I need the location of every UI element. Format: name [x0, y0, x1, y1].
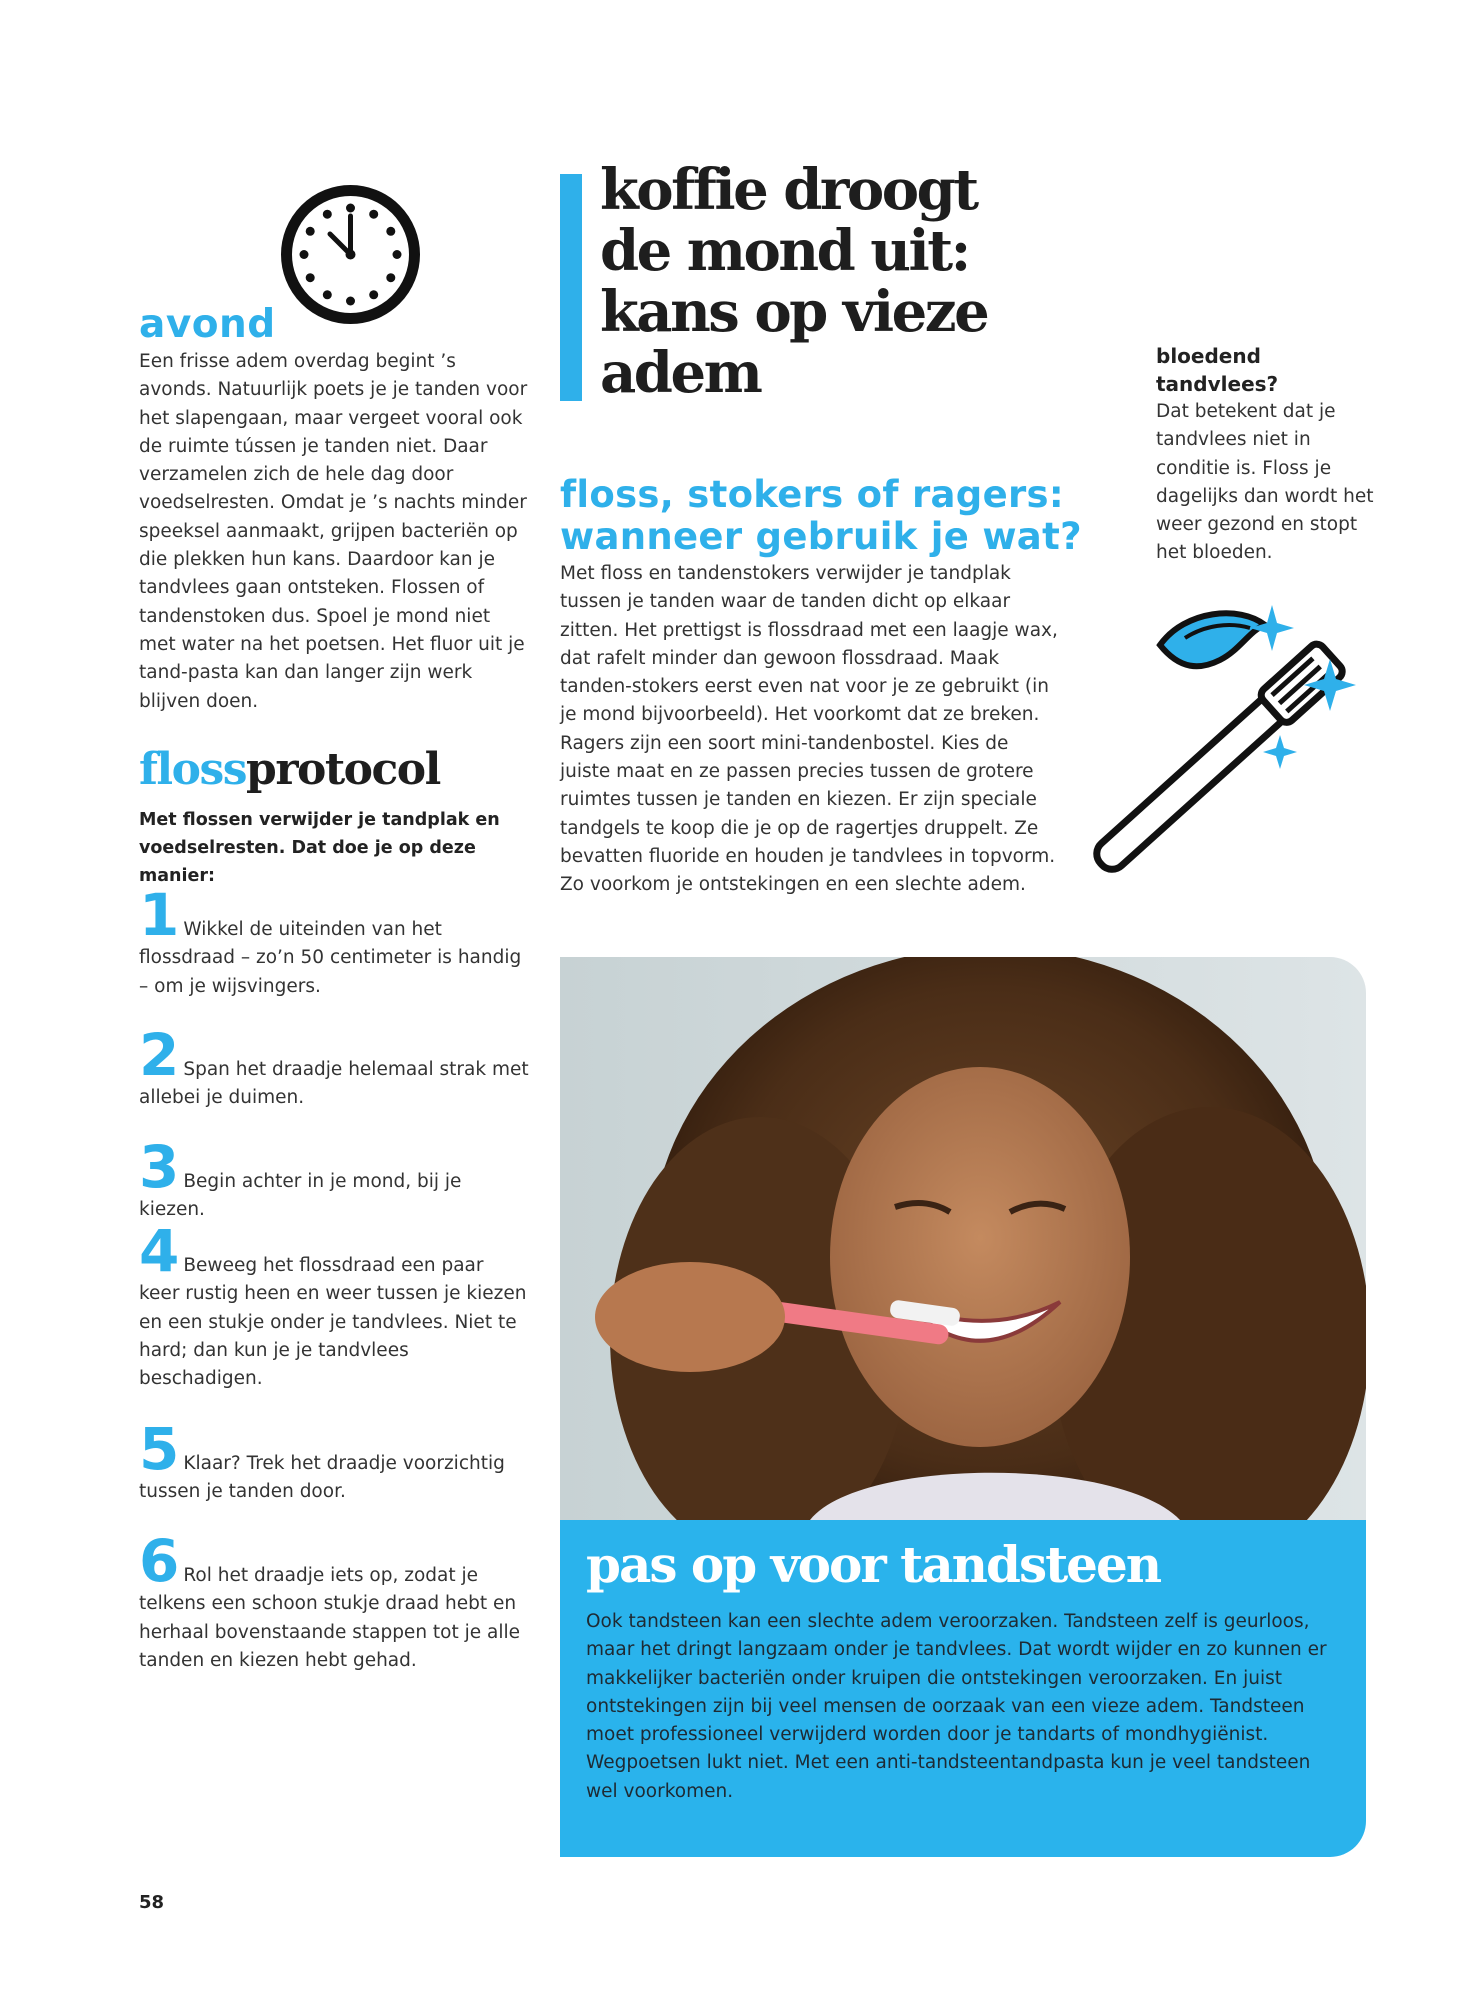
avond-body: Een frisse adem overdag begint ’s avonds. Natuurlijk poets je je tanden voor het slapengaan, maar vergeet vooral ook de ruimte tússen je tanden niet. Daar verzamelen zich de hele dag door voedselresten. Omdat je ’s nachts minder speeksel aanmaakt, grijpen bacteriën op die plekken hun kans. Daardoor kan je tandvlees gaan ontsteken. Flossen of tandenstoken dus. Spoel je mond niet met water na het poetsen. Het fluor uit je tand-pasta kan dan langer zijn werk blijven doen. — [139, 351, 528, 712]
sparkle-icon — [1250, 605, 1294, 651]
heading-part-protocol: protocol — [246, 744, 440, 795]
flossprotocol-heading — [139, 742, 440, 798]
woman-brushing-teeth-photo — [560, 957, 1366, 1520]
step-text: Rol het draadje iets op, zodat je telkens een schoon stukje draad hebt en herhaal bovenstaande stappen tot je alle tanden en kiezen hebt gehad. — [139, 1565, 521, 1671]
protocol-step — [139, 881, 529, 1001]
step-number: 5 — [139, 1415, 180, 1483]
page-number: 58 — [139, 1892, 165, 1913]
photo-card — [560, 957, 1366, 1857]
pull-quote: koffie droogt de mond uit: kans op vieze adem — [600, 157, 988, 406]
tandsteen-body: Ook tandsteen kan een slechte adem veroorzaken. Tandsteen zelf is geurloos, maar het dringt langzaam onder je tandvlees. Dat wordt wijder en zo kunnen er makkelijker bacteriën onder kruipen die ontstekingen veroorzaken. En juist ontstekingen zijn bij veel mensen de oorzaak van een vieze adem. Tandsteen moet professioneel verwijderd worden door je tandarts of mondhygiënist. Wegpoetsen lukt niet. Met een anti-tandsteentandpasta kun je veel tandsteen wel voorkomen. — [586, 1611, 1327, 1802]
step-number: 3 — [139, 1133, 180, 1201]
protocol-step — [139, 1527, 529, 1675]
step-text: Span het draadje helemaal strak met allebei je duimen. — [139, 1059, 529, 1109]
tandsteen-heading: pas op voor tandsteen — [586, 1535, 1161, 1594]
protocol-step — [139, 1133, 529, 1225]
step-number: 4 — [139, 1217, 180, 1285]
protocol-step — [139, 1217, 529, 1393]
sidebar-heading: bloedend tandvlees? — [1156, 344, 1279, 396]
flossprotocol-intro: Met flossen verwijder je tandplak en voedselresten. Dat doe je op deze manier: — [139, 810, 500, 886]
avond-heading: avond — [139, 302, 276, 347]
sidebar-body: Dat betekent dat je tandvlees niet in conditie is. Floss je dagelijks dan wordt het weer gezond en stopt het bloeden. — [1156, 401, 1374, 564]
clock-icon — [278, 182, 423, 327]
floss-section-heading: floss, stokers of ragers: wanneer gebruik je wat? — [560, 473, 1082, 558]
step-text: Klaar? Trek het draadje voorzichtig tussen je tanden door. — [139, 1453, 505, 1503]
toothbrush-icon — [1090, 590, 1360, 920]
step-text: Wikkel de uiteinden van het flossdraad – zo’n 50 centimeter is handig – om je wijsvingers. — [139, 919, 522, 997]
floss-section-body: Met floss en tandenstokers verwijder je tandplak tussen je tanden waar de tanden dicht op elkaar zitten. Het prettigst is flossdraad met een laagje wax, dat rafelt minder dan gewoon flossdraad. Maak tanden-stokers eerst even nat voor je ze gebruikt (in je mond bijvoorbeeld). Het voorkomt dat ze breken. Ragers zijn een soort mini-tandenbostel. Kies de juiste maat en ze passen precies tussen de grotere ruimtes tussen je tanden en kiezen. Er zijn speciale tandgels te koop die je op de ragertjes druppelt. Ze bevatten fluoride en houden je tandvlees in topvorm. Zo voorkom je ontstekingen en een slechte adem. — [560, 563, 1058, 896]
protocol-step — [139, 1415, 529, 1507]
step-number: 2 — [139, 1021, 180, 1089]
step-text: Begin achter in je mond, bij je kiezen. — [139, 1171, 462, 1221]
step-number: 1 — [139, 881, 180, 949]
step-number: 6 — [139, 1527, 180, 1595]
quote-accent-bar — [560, 174, 582, 401]
heading-part-floss: floss — [139, 744, 247, 795]
tandsteen-box — [560, 1520, 1366, 1857]
protocol-step — [139, 1021, 529, 1113]
step-text: Beweeg het flossdraad een paar keer rustig heen en weer tussen je kiezen en een stukje onder je tandvlees. Niet te hard; dan kun je je tandvlees beschadigen. — [139, 1255, 527, 1390]
sparkle-icon — [1263, 735, 1297, 769]
